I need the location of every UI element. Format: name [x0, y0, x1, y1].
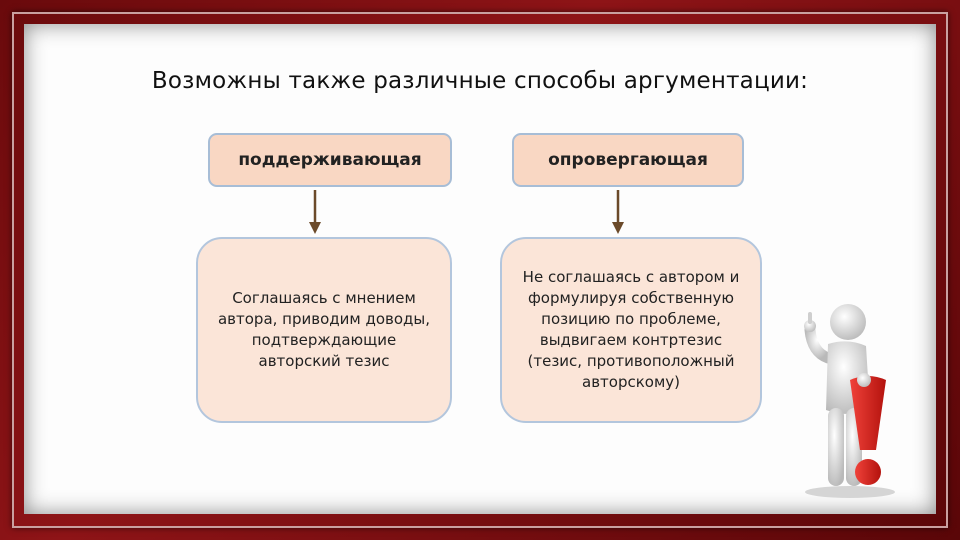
thinking-figure-with-exclamation-icon [790, 300, 900, 500]
down-arrow-icon [309, 190, 321, 234]
supporting-description: Соглашаясь с мнением автора, приводим доводы, подтверждающие авторский тезис [217, 289, 431, 370]
supporting-header: поддерживающая [208, 133, 452, 187]
refuting-description-box [500, 237, 762, 423]
refuting-description: Не соглашаясь с автором и формулируя собственную позицию по проблеме, выдвигаем контртезис (тезис, противоположный авторскому) [522, 268, 740, 391]
slide-title: Возможны также различные способы аргументации: [151, 68, 809, 94]
supporting-description-box [196, 237, 452, 423]
down-arrow-icon [612, 190, 624, 234]
refuting-header: опровергающая [512, 133, 744, 187]
